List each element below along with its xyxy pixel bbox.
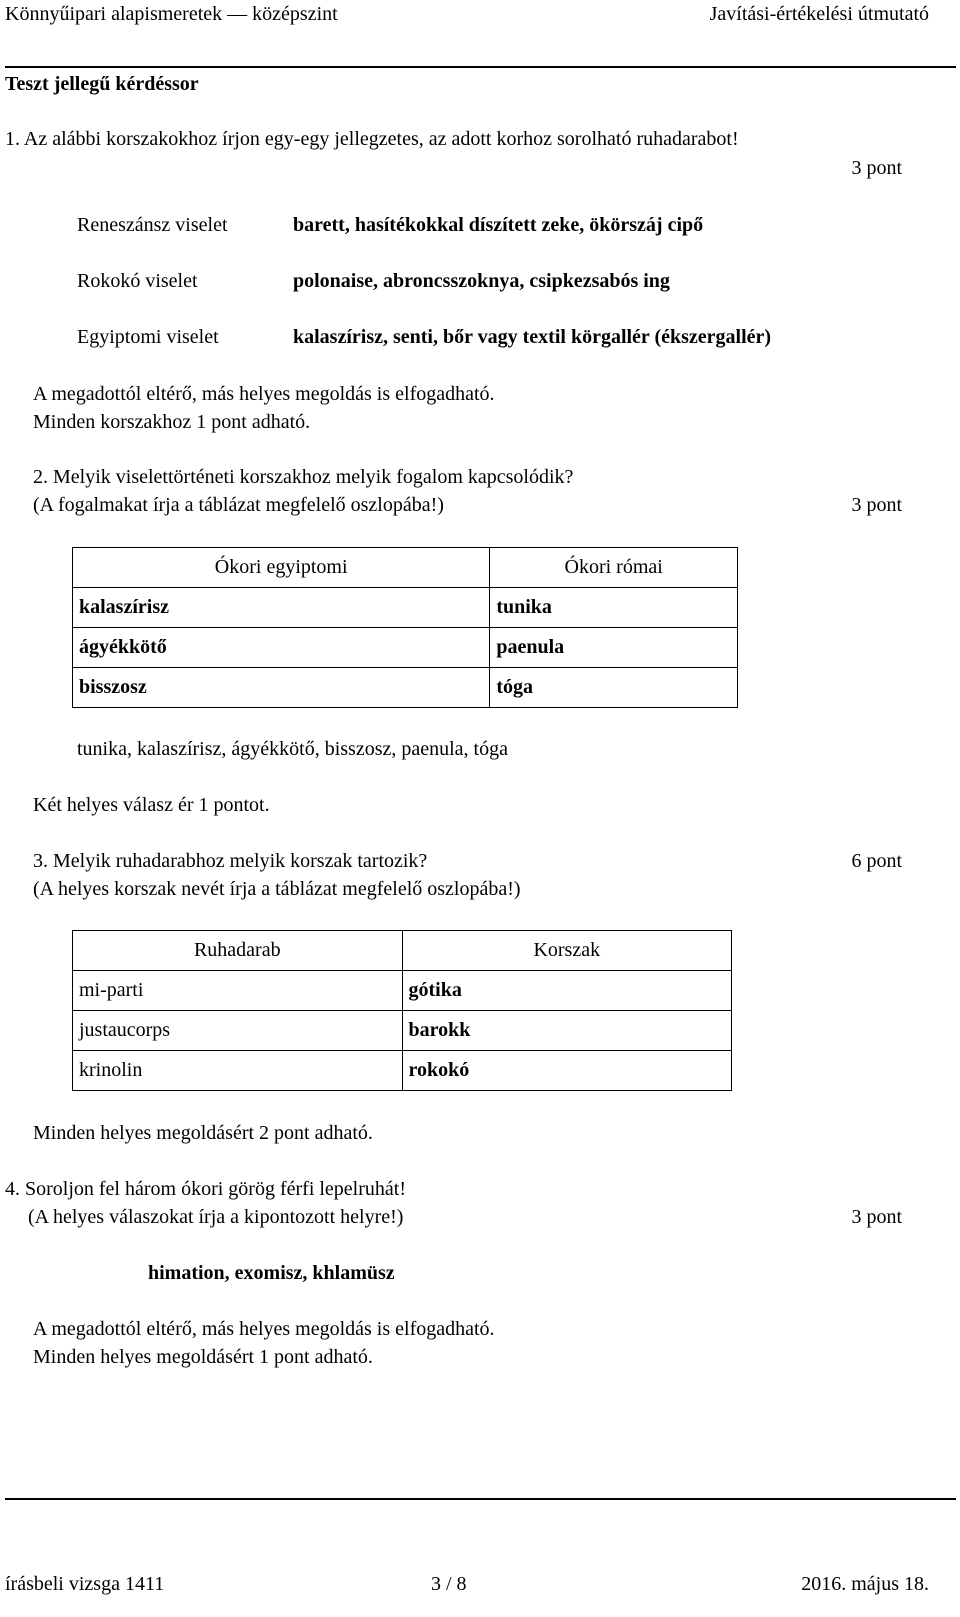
q3-text: 3. Melyik ruhadarabhoz melyik korszak tartozik? [33,850,428,872]
q3-cell-garment-2: krinolin [73,1051,403,1091]
q2-terms: tunika, kalaszírisz, ágyékkötő, bisszosz, paenula, tóga [77,738,508,760]
q2-cell-roman-2: tóga [490,668,738,708]
q4-answer: himation, exomisz, khlamüsz [148,1262,395,1284]
q2-cell-egyptian-0: kalaszírisz [73,588,490,628]
q4-instruction: (A helyes válaszokat írja a kipontozott helyre!) [28,1206,404,1228]
q3-cell-garment-0: mi-parti [73,971,403,1011]
q2-cell-roman-1: paenula [490,628,738,668]
header-right: Javítási-értékelési útmutató [709,3,929,25]
q2-cell-egyptian-2: bisszosz [73,668,490,708]
q3-header-garment: Ruhadarab [73,931,403,971]
q3-cell-era-2: rokokó [402,1051,731,1091]
q2-text: 2. Melyik viselettörténeti korszakhoz melyik fogalom kapcsolódik? [33,466,574,488]
q1-text: 1. Az alábbi korszakokhoz írjon egy-egy jellegzetes, az adott korhoz sorolható ruhadarabot! [5,128,739,150]
q4-note-2: Minden helyes megoldásért 1 pont adható. [33,1346,373,1368]
q3-note: Minden helyes megoldásért 2 pont adható. [33,1122,373,1144]
q4-note-1: A megadottól eltérő, más helyes megoldás is elfogadható. [33,1318,495,1340]
q2-header-roman: Ókori római [490,548,738,588]
q2-cell-roman-0: tunika [490,588,738,628]
q3-cell-era-0: gótika [402,971,731,1011]
q3-table [72,930,732,1091]
q2-instruction: (A fogalmakat írja a táblázat megfelelő oszlopába!) [33,494,444,516]
q1-answer-0: barett, hasítékokkal díszített zeke, ökörszáj cipő [293,214,704,236]
q2-table [72,547,738,708]
q1-label-2: Egyiptomi viselet [77,326,219,348]
q2-cell-egyptian-1: ágyékkötő [73,628,490,668]
q3-cell-era-1: barokk [402,1011,731,1051]
q1-note-2: Minden korszakhoz 1 pont adható. [33,411,311,433]
q1-label-0: Reneszánsz viselet [77,214,228,236]
q4-points: 3 pont [851,1206,902,1228]
q1-answer-1: polonaise, abroncsszoknya, csipkezsabós ing [293,270,670,292]
q2-points: 3 pont [851,494,902,516]
q1-label-1: Rokokó viselet [77,270,198,292]
q3-header-era: Korszak [402,931,731,971]
footer-rule [5,1498,956,1500]
footer-page-number: 3 / 8 [431,1573,467,1595]
header-rule [5,66,956,68]
q2-note: Két helyes válasz ér 1 pontot. [33,794,270,816]
footer-left: írásbeli vizsga 1411 [5,1573,165,1595]
header-left: Könnyűipari alapismeretek — középszint [5,3,338,25]
q2-header-egyptian: Ókori egyiptomi [73,548,490,588]
q3-cell-garment-1: justaucorps [73,1011,403,1051]
q3-points: 6 pont [851,850,902,872]
q4-text: 4. Soroljon fel három ókori görög férfi lepelruhát! [5,1178,406,1200]
section-title: Teszt jellegű kérdéssor [5,73,199,95]
q1-answer-2: kalaszírisz, senti, bőr vagy textil körgallér (ékszergallér) [293,326,772,348]
q1-points: 3 pont [851,157,902,179]
footer-right: 2016. május 18. [801,1573,929,1595]
q3-instruction: (A helyes korszak nevét írja a táblázat megfelelő oszlopába!) [33,878,521,900]
q1-note-1: A megadottól eltérő, más helyes megoldás is elfogadható. [33,383,495,405]
